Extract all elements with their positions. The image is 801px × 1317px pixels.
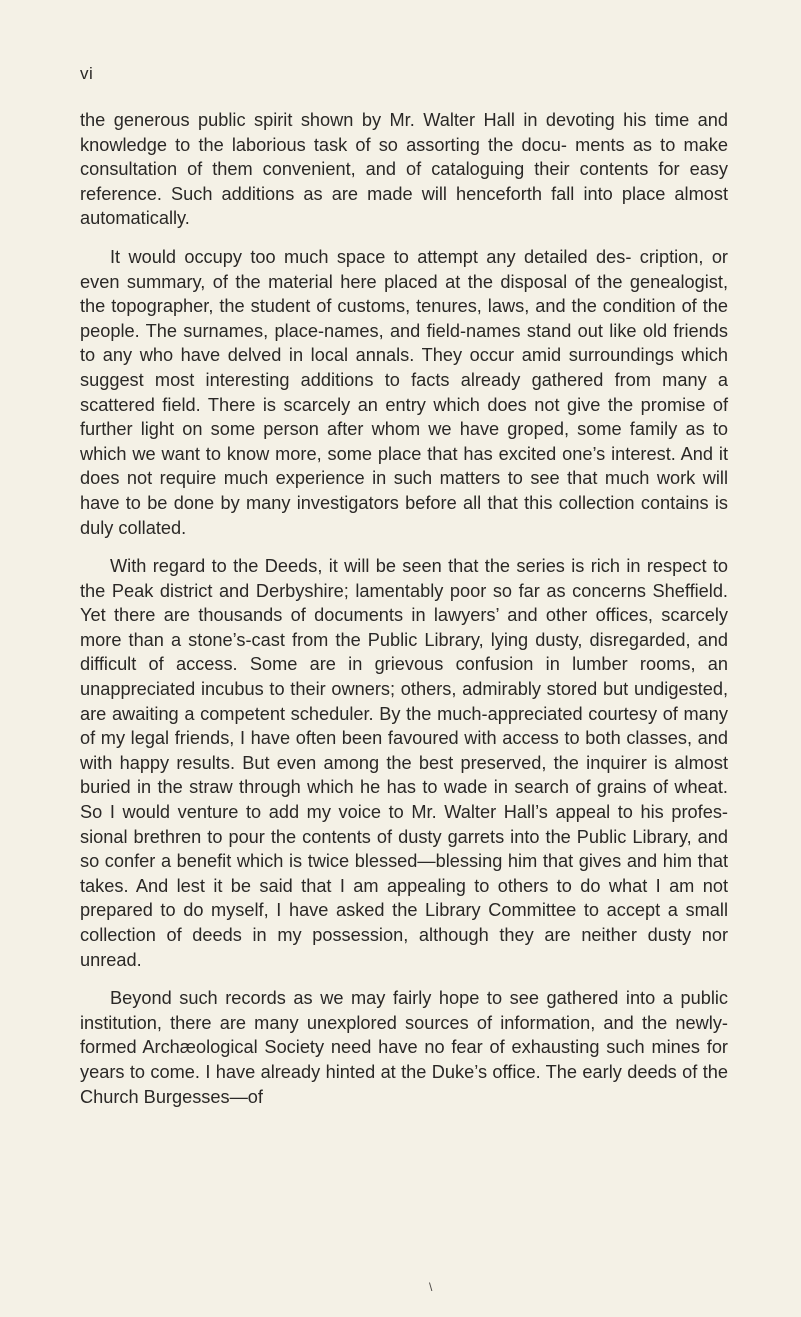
paragraph-3: With regard to the Deeds, it will be seen that the series is rich in respect to the Peak district and Derbyshire; lamentably poor so far as concerns Sheffield. Yet there are thousands of documents in lawyers’ and other offices, scarcely more than a stone’s-cast from the Public Library, lying dusty, disregarded, and difficult of access. Some are in grievous confusion in lumber rooms, an unappreciated incubus to their owners; others, admirably stored but undigested, are awaiting a competent scheduler. By the much-appreciated courtesy of many of my legal friends, I have often been favoured with access to both classes, and with happy results. But even among the best preserved, the inquirer is almost buried in the straw through which he has to wade in search of grains of wheat. So I would venture to add my voice to Mr. Walter Hall’s appeal to his profes- sional brethren to pour the contents of dusty garrets into the Public Library, and so confer a benefit which is twice blessed—blessing him that gives and him that takes. And lest it be said that I am appealing to others to do what I am not prepared to do myself, I have asked the Library Committee to accept a small collection of deeds in my possession, although they are neither dusty nor unread. xyxy=(80,556,728,970)
body-text xyxy=(80,108,728,1123)
paragraph-2: It would occupy too much space to attempt any detailed des- cription, or even summary, of the material here placed at the disposal of the genealogist, the topographer, the student of customs, tenures, laws, and the condition of the people. The surnames, place-names, and field-names stand out like old friends to any who have delved in local annals. They occur amid surroundings which suggest most interesting additions to facts already gathered from many a scattered field. There is scarcely an entry which does not give the promise of further light on some person after whom we have groped, some family as to which we want to know more, some place that has excited one’s interest. And it does not require much experience in such matters to see that much work will have to be done by many investigators before all that this collection contains is duly collated. xyxy=(80,246,728,538)
page-number: vi xyxy=(80,64,94,83)
footer-mark: \ xyxy=(429,1280,433,1294)
paragraph-4: Beyond such records as we may fairly hope to see gathered into a public institution, there are many unexplored sources of information, and the newly-formed Archæological Society need have no fear of exhausting such mines for years to come. I have already hinted at the Duke’s office. The early deeds of the Church Burgesses—of xyxy=(80,988,728,1107)
paragraph-1: the generous public spirit shown by Mr. Walter Hall in devoting his time and knowledge to the laborious task of so assorting the docu- ments as to make consultation of them convenient, and of cataloguing their contents for easy reference. Such additions as are made will henceforth fall into place almost automatically. xyxy=(80,110,728,229)
